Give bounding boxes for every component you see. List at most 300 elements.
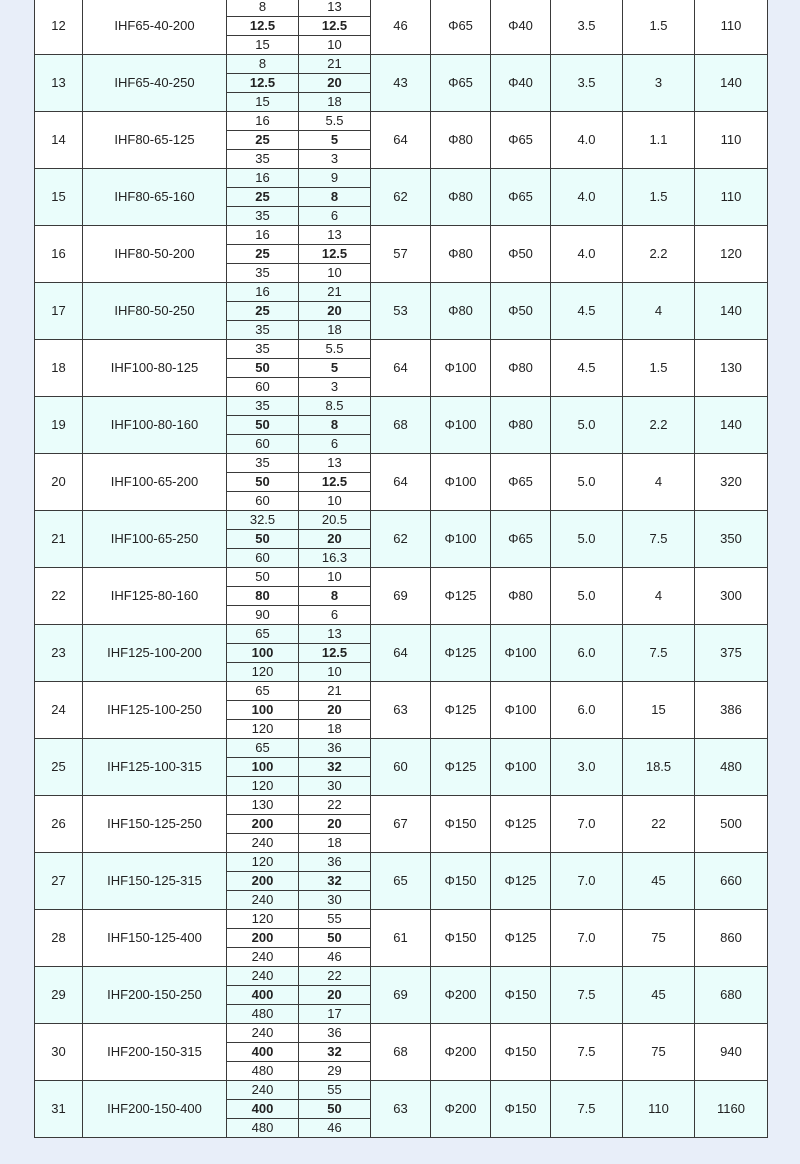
motor-power-cell: 3 bbox=[623, 55, 695, 112]
head-cell: 5.5 bbox=[299, 112, 371, 131]
head-cell: 13 bbox=[299, 625, 371, 644]
model-cell: IHF125-100-200 bbox=[83, 625, 227, 682]
efficiency-cell: 64 bbox=[371, 112, 431, 169]
head-cell: 30 bbox=[299, 891, 371, 910]
efficiency-cell: 64 bbox=[371, 454, 431, 511]
head-cell: 5.5 bbox=[299, 340, 371, 359]
table-row bbox=[35, 1081, 768, 1100]
table-row bbox=[35, 283, 768, 302]
weight-cell: 320 bbox=[695, 454, 768, 511]
efficiency-cell: 68 bbox=[371, 1024, 431, 1081]
inlet-diameter-cell: Φ200 bbox=[431, 1024, 491, 1081]
motor-power-cell: 7.5 bbox=[623, 625, 695, 682]
flow-cell: 200 bbox=[227, 929, 299, 948]
inlet-diameter-cell: Φ125 bbox=[431, 568, 491, 625]
motor-power-cell: 18.5 bbox=[623, 739, 695, 796]
inlet-diameter-cell: Φ65 bbox=[431, 0, 491, 55]
head-cell: 9 bbox=[299, 169, 371, 188]
row-number-cell: 18 bbox=[35, 340, 83, 397]
weight-cell: 480 bbox=[695, 739, 768, 796]
flow-cell: 25 bbox=[227, 131, 299, 150]
weight-cell: 375 bbox=[695, 625, 768, 682]
motor-power-cell: 4 bbox=[623, 283, 695, 340]
row-number-cell: 21 bbox=[35, 511, 83, 568]
table-row bbox=[35, 853, 768, 872]
table-row bbox=[35, 454, 768, 473]
row-number-cell: 16 bbox=[35, 226, 83, 283]
weight-cell: 110 bbox=[695, 0, 768, 55]
motor-power-cell: 1.5 bbox=[623, 169, 695, 226]
outlet-diameter-cell: Φ40 bbox=[491, 55, 551, 112]
table-row bbox=[35, 55, 768, 74]
flow-cell: 65 bbox=[227, 625, 299, 644]
row-number-cell: 26 bbox=[35, 796, 83, 853]
table-row bbox=[35, 0, 768, 17]
head-cell: 6 bbox=[299, 207, 371, 226]
motor-power-cell: 1.1 bbox=[623, 112, 695, 169]
head-cell: 21 bbox=[299, 55, 371, 74]
weight-cell: 940 bbox=[695, 1024, 768, 1081]
row-number-cell: 12 bbox=[35, 0, 83, 55]
row-number-cell: 28 bbox=[35, 910, 83, 967]
head-cell: 10 bbox=[299, 492, 371, 511]
flow-cell: 12.5 bbox=[227, 17, 299, 36]
model-cell: IHF200-150-250 bbox=[83, 967, 227, 1024]
flow-cell: 50 bbox=[227, 416, 299, 435]
efficiency-cell: 62 bbox=[371, 169, 431, 226]
model-cell: IHF100-65-250 bbox=[83, 511, 227, 568]
head-cell: 5 bbox=[299, 131, 371, 150]
npsh-cell: 4.0 bbox=[551, 226, 623, 283]
flow-cell: 35 bbox=[227, 321, 299, 340]
table-row bbox=[35, 796, 768, 815]
motor-power-cell: 4 bbox=[623, 568, 695, 625]
motor-power-cell: 2.2 bbox=[623, 397, 695, 454]
outlet-diameter-cell: Φ150 bbox=[491, 1024, 551, 1081]
npsh-cell: 5.0 bbox=[551, 511, 623, 568]
weight-cell: 350 bbox=[695, 511, 768, 568]
flow-cell: 200 bbox=[227, 872, 299, 891]
flow-cell: 16 bbox=[227, 283, 299, 302]
flow-cell: 120 bbox=[227, 910, 299, 929]
inlet-diameter-cell: Φ125 bbox=[431, 739, 491, 796]
head-cell: 32 bbox=[299, 758, 371, 777]
inlet-diameter-cell: Φ125 bbox=[431, 682, 491, 739]
model-cell: IHF100-80-160 bbox=[83, 397, 227, 454]
head-cell: 20 bbox=[299, 302, 371, 321]
inlet-diameter-cell: Φ200 bbox=[431, 967, 491, 1024]
head-cell: 36 bbox=[299, 1024, 371, 1043]
flow-cell: 90 bbox=[227, 606, 299, 625]
efficiency-cell: 43 bbox=[371, 55, 431, 112]
motor-power-cell: 4 bbox=[623, 454, 695, 511]
head-cell: 50 bbox=[299, 929, 371, 948]
table-row bbox=[35, 568, 768, 587]
efficiency-cell: 69 bbox=[371, 967, 431, 1024]
head-cell: 12.5 bbox=[299, 245, 371, 264]
flow-cell: 100 bbox=[227, 701, 299, 720]
outlet-diameter-cell: Φ80 bbox=[491, 397, 551, 454]
efficiency-cell: 46 bbox=[371, 0, 431, 55]
head-cell: 13 bbox=[299, 454, 371, 473]
inlet-diameter-cell: Φ80 bbox=[431, 112, 491, 169]
inlet-diameter-cell: Φ80 bbox=[431, 169, 491, 226]
npsh-cell: 3.5 bbox=[551, 55, 623, 112]
table-row bbox=[35, 340, 768, 359]
flow-cell: 16 bbox=[227, 226, 299, 245]
head-cell: 6 bbox=[299, 435, 371, 454]
model-cell: IHF65-40-200 bbox=[83, 0, 227, 55]
npsh-cell: 7.5 bbox=[551, 1024, 623, 1081]
flow-cell: 50 bbox=[227, 530, 299, 549]
row-number-cell: 14 bbox=[35, 112, 83, 169]
npsh-cell: 6.0 bbox=[551, 682, 623, 739]
outlet-diameter-cell: Φ100 bbox=[491, 682, 551, 739]
inlet-diameter-cell: Φ150 bbox=[431, 910, 491, 967]
npsh-cell: 5.0 bbox=[551, 454, 623, 511]
inlet-diameter-cell: Φ150 bbox=[431, 853, 491, 910]
head-cell: 29 bbox=[299, 1062, 371, 1081]
motor-power-cell: 22 bbox=[623, 796, 695, 853]
head-cell: 20 bbox=[299, 530, 371, 549]
outlet-diameter-cell: Φ125 bbox=[491, 853, 551, 910]
flow-cell: 12.5 bbox=[227, 74, 299, 93]
head-cell: 18 bbox=[299, 321, 371, 340]
pump-spec-table bbox=[34, 0, 768, 1138]
motor-power-cell: 45 bbox=[623, 967, 695, 1024]
model-cell: IHF100-65-200 bbox=[83, 454, 227, 511]
flow-cell: 120 bbox=[227, 663, 299, 682]
model-cell: IHF200-150-315 bbox=[83, 1024, 227, 1081]
motor-power-cell: 2.2 bbox=[623, 226, 695, 283]
table-row bbox=[35, 682, 768, 701]
weight-cell: 386 bbox=[695, 682, 768, 739]
outlet-diameter-cell: Φ150 bbox=[491, 967, 551, 1024]
outlet-diameter-cell: Φ50 bbox=[491, 283, 551, 340]
head-cell: 10 bbox=[299, 568, 371, 587]
outlet-diameter-cell: Φ40 bbox=[491, 0, 551, 55]
flow-cell: 480 bbox=[227, 1062, 299, 1081]
efficiency-cell: 62 bbox=[371, 511, 431, 568]
table-row bbox=[35, 169, 768, 188]
npsh-cell: 4.0 bbox=[551, 112, 623, 169]
outlet-diameter-cell: Φ80 bbox=[491, 340, 551, 397]
flow-cell: 8 bbox=[227, 0, 299, 17]
head-cell: 3 bbox=[299, 378, 371, 397]
row-number-cell: 31 bbox=[35, 1081, 83, 1138]
model-cell: IHF80-65-125 bbox=[83, 112, 227, 169]
flow-cell: 80 bbox=[227, 587, 299, 606]
table-row bbox=[35, 967, 768, 986]
head-cell: 46 bbox=[299, 1119, 371, 1138]
efficiency-cell: 53 bbox=[371, 283, 431, 340]
model-cell: IHF125-100-250 bbox=[83, 682, 227, 739]
flow-cell: 240 bbox=[227, 967, 299, 986]
flow-cell: 25 bbox=[227, 188, 299, 207]
head-cell: 55 bbox=[299, 910, 371, 929]
outlet-diameter-cell: Φ125 bbox=[491, 910, 551, 967]
head-cell: 8.5 bbox=[299, 397, 371, 416]
flow-cell: 35 bbox=[227, 397, 299, 416]
row-number-cell: 24 bbox=[35, 682, 83, 739]
weight-cell: 140 bbox=[695, 283, 768, 340]
npsh-cell: 7.5 bbox=[551, 1081, 623, 1138]
inlet-diameter-cell: Φ100 bbox=[431, 340, 491, 397]
weight-cell: 110 bbox=[695, 169, 768, 226]
efficiency-cell: 63 bbox=[371, 682, 431, 739]
weight-cell: 110 bbox=[695, 112, 768, 169]
flow-cell: 35 bbox=[227, 340, 299, 359]
outlet-diameter-cell: Φ150 bbox=[491, 1081, 551, 1138]
npsh-cell: 5.0 bbox=[551, 397, 623, 454]
head-cell: 21 bbox=[299, 283, 371, 302]
head-cell: 12.5 bbox=[299, 644, 371, 663]
efficiency-cell: 64 bbox=[371, 625, 431, 682]
motor-power-cell: 75 bbox=[623, 1024, 695, 1081]
head-cell: 12.5 bbox=[299, 17, 371, 36]
efficiency-cell: 68 bbox=[371, 397, 431, 454]
flow-cell: 8 bbox=[227, 55, 299, 74]
efficiency-cell: 64 bbox=[371, 340, 431, 397]
npsh-cell: 3.5 bbox=[551, 0, 623, 55]
flow-cell: 480 bbox=[227, 1005, 299, 1024]
flow-cell: 400 bbox=[227, 1043, 299, 1062]
flow-cell: 130 bbox=[227, 796, 299, 815]
flow-cell: 65 bbox=[227, 682, 299, 701]
flow-cell: 240 bbox=[227, 834, 299, 853]
head-cell: 32 bbox=[299, 1043, 371, 1062]
head-cell: 36 bbox=[299, 739, 371, 758]
head-cell: 20 bbox=[299, 986, 371, 1005]
weight-cell: 660 bbox=[695, 853, 768, 910]
table-row bbox=[35, 511, 768, 530]
head-cell: 21 bbox=[299, 682, 371, 701]
table-row bbox=[35, 226, 768, 245]
model-cell: IHF80-65-160 bbox=[83, 169, 227, 226]
inlet-diameter-cell: Φ125 bbox=[431, 625, 491, 682]
row-number-cell: 15 bbox=[35, 169, 83, 226]
outlet-diameter-cell: Φ100 bbox=[491, 739, 551, 796]
head-cell: 22 bbox=[299, 796, 371, 815]
flow-cell: 240 bbox=[227, 1081, 299, 1100]
outlet-diameter-cell: Φ65 bbox=[491, 169, 551, 226]
flow-cell: 240 bbox=[227, 891, 299, 910]
model-cell: IHF80-50-250 bbox=[83, 283, 227, 340]
head-cell: 32 bbox=[299, 872, 371, 891]
row-number-cell: 20 bbox=[35, 454, 83, 511]
head-cell: 20.5 bbox=[299, 511, 371, 530]
efficiency-cell: 67 bbox=[371, 796, 431, 853]
inlet-diameter-cell: Φ100 bbox=[431, 397, 491, 454]
npsh-cell: 7.5 bbox=[551, 967, 623, 1024]
weight-cell: 1160 bbox=[695, 1081, 768, 1138]
inlet-diameter-cell: Φ150 bbox=[431, 796, 491, 853]
flow-cell: 100 bbox=[227, 758, 299, 777]
inlet-diameter-cell: Φ65 bbox=[431, 55, 491, 112]
inlet-diameter-cell: Φ200 bbox=[431, 1081, 491, 1138]
model-cell: IHF150-125-315 bbox=[83, 853, 227, 910]
motor-power-cell: 1.5 bbox=[623, 340, 695, 397]
weight-cell: 860 bbox=[695, 910, 768, 967]
head-cell: 8 bbox=[299, 188, 371, 207]
motor-power-cell: 75 bbox=[623, 910, 695, 967]
flow-cell: 200 bbox=[227, 815, 299, 834]
flow-cell: 15 bbox=[227, 93, 299, 112]
model-cell: IHF200-150-400 bbox=[83, 1081, 227, 1138]
head-cell: 18 bbox=[299, 93, 371, 112]
outlet-diameter-cell: Φ100 bbox=[491, 625, 551, 682]
flow-cell: 120 bbox=[227, 777, 299, 796]
head-cell: 16.3 bbox=[299, 549, 371, 568]
flow-cell: 100 bbox=[227, 644, 299, 663]
head-cell: 10 bbox=[299, 663, 371, 682]
flow-cell: 60 bbox=[227, 549, 299, 568]
efficiency-cell: 61 bbox=[371, 910, 431, 967]
efficiency-cell: 60 bbox=[371, 739, 431, 796]
flow-cell: 480 bbox=[227, 1119, 299, 1138]
head-cell: 50 bbox=[299, 1100, 371, 1119]
npsh-cell: 3.0 bbox=[551, 739, 623, 796]
row-number-cell: 22 bbox=[35, 568, 83, 625]
row-number-cell: 13 bbox=[35, 55, 83, 112]
flow-cell: 50 bbox=[227, 473, 299, 492]
table-row bbox=[35, 112, 768, 131]
head-cell: 20 bbox=[299, 815, 371, 834]
flow-cell: 16 bbox=[227, 169, 299, 188]
flow-cell: 32.5 bbox=[227, 511, 299, 530]
outlet-diameter-cell: Φ65 bbox=[491, 454, 551, 511]
head-cell: 10 bbox=[299, 264, 371, 283]
motor-power-cell: 110 bbox=[623, 1081, 695, 1138]
head-cell: 55 bbox=[299, 1081, 371, 1100]
model-cell: IHF80-50-200 bbox=[83, 226, 227, 283]
inlet-diameter-cell: Φ80 bbox=[431, 283, 491, 340]
flow-cell: 16 bbox=[227, 112, 299, 131]
model-cell: IHF150-125-400 bbox=[83, 910, 227, 967]
head-cell: 22 bbox=[299, 967, 371, 986]
npsh-cell: 4.5 bbox=[551, 340, 623, 397]
flow-cell: 240 bbox=[227, 1024, 299, 1043]
flow-cell: 400 bbox=[227, 1100, 299, 1119]
flow-cell: 120 bbox=[227, 853, 299, 872]
model-cell: IHF65-40-250 bbox=[83, 55, 227, 112]
flow-cell: 60 bbox=[227, 378, 299, 397]
motor-power-cell: 15 bbox=[623, 682, 695, 739]
outlet-diameter-cell: Φ65 bbox=[491, 511, 551, 568]
npsh-cell: 5.0 bbox=[551, 568, 623, 625]
head-cell: 13 bbox=[299, 0, 371, 17]
motor-power-cell: 45 bbox=[623, 853, 695, 910]
head-cell: 10 bbox=[299, 36, 371, 55]
head-cell: 18 bbox=[299, 834, 371, 853]
inlet-diameter-cell: Φ80 bbox=[431, 226, 491, 283]
row-number-cell: 30 bbox=[35, 1024, 83, 1081]
head-cell: 13 bbox=[299, 226, 371, 245]
row-number-cell: 29 bbox=[35, 967, 83, 1024]
head-cell: 5 bbox=[299, 359, 371, 378]
model-cell: IHF125-80-160 bbox=[83, 568, 227, 625]
npsh-cell: 7.0 bbox=[551, 853, 623, 910]
row-number-cell: 19 bbox=[35, 397, 83, 454]
head-cell: 30 bbox=[299, 777, 371, 796]
model-cell: IHF125-100-315 bbox=[83, 739, 227, 796]
outlet-diameter-cell: Φ50 bbox=[491, 226, 551, 283]
flow-cell: 15 bbox=[227, 36, 299, 55]
head-cell: 20 bbox=[299, 74, 371, 93]
flow-cell: 35 bbox=[227, 150, 299, 169]
flow-cell: 65 bbox=[227, 739, 299, 758]
flow-cell: 240 bbox=[227, 948, 299, 967]
inlet-diameter-cell: Φ100 bbox=[431, 511, 491, 568]
npsh-cell: 7.0 bbox=[551, 910, 623, 967]
row-number-cell: 23 bbox=[35, 625, 83, 682]
flow-cell: 50 bbox=[227, 568, 299, 587]
outlet-diameter-cell: Φ80 bbox=[491, 568, 551, 625]
npsh-cell: 7.0 bbox=[551, 796, 623, 853]
flow-cell: 50 bbox=[227, 359, 299, 378]
model-cell: IHF150-125-250 bbox=[83, 796, 227, 853]
flow-cell: 35 bbox=[227, 454, 299, 473]
head-cell: 36 bbox=[299, 853, 371, 872]
flow-cell: 25 bbox=[227, 245, 299, 264]
head-cell: 20 bbox=[299, 701, 371, 720]
weight-cell: 140 bbox=[695, 397, 768, 454]
row-number-cell: 25 bbox=[35, 739, 83, 796]
efficiency-cell: 57 bbox=[371, 226, 431, 283]
head-cell: 8 bbox=[299, 587, 371, 606]
flow-cell: 60 bbox=[227, 492, 299, 511]
npsh-cell: 4.5 bbox=[551, 283, 623, 340]
head-cell: 17 bbox=[299, 1005, 371, 1024]
motor-power-cell: 7.5 bbox=[623, 511, 695, 568]
head-cell: 12.5 bbox=[299, 473, 371, 492]
flow-cell: 35 bbox=[227, 207, 299, 226]
efficiency-cell: 65 bbox=[371, 853, 431, 910]
table-row bbox=[35, 625, 768, 644]
model-cell: IHF100-80-125 bbox=[83, 340, 227, 397]
weight-cell: 300 bbox=[695, 568, 768, 625]
head-cell: 8 bbox=[299, 416, 371, 435]
outlet-diameter-cell: Φ125 bbox=[491, 796, 551, 853]
flow-cell: 400 bbox=[227, 986, 299, 1005]
row-number-cell: 27 bbox=[35, 853, 83, 910]
outlet-diameter-cell: Φ65 bbox=[491, 112, 551, 169]
npsh-cell: 6.0 bbox=[551, 625, 623, 682]
head-cell: 6 bbox=[299, 606, 371, 625]
table-row bbox=[35, 739, 768, 758]
head-cell: 18 bbox=[299, 720, 371, 739]
inlet-diameter-cell: Φ100 bbox=[431, 454, 491, 511]
row-number-cell: 17 bbox=[35, 283, 83, 340]
flow-cell: 60 bbox=[227, 435, 299, 454]
table-row bbox=[35, 1024, 768, 1043]
table-row bbox=[35, 397, 768, 416]
head-cell: 46 bbox=[299, 948, 371, 967]
weight-cell: 680 bbox=[695, 967, 768, 1024]
weight-cell: 500 bbox=[695, 796, 768, 853]
flow-cell: 25 bbox=[227, 302, 299, 321]
weight-cell: 140 bbox=[695, 55, 768, 112]
flow-cell: 120 bbox=[227, 720, 299, 739]
efficiency-cell: 63 bbox=[371, 1081, 431, 1138]
head-cell: 3 bbox=[299, 150, 371, 169]
weight-cell: 130 bbox=[695, 340, 768, 397]
table-row bbox=[35, 910, 768, 929]
motor-power-cell: 1.5 bbox=[623, 0, 695, 55]
flow-cell: 35 bbox=[227, 264, 299, 283]
weight-cell: 120 bbox=[695, 226, 768, 283]
npsh-cell: 4.0 bbox=[551, 169, 623, 226]
